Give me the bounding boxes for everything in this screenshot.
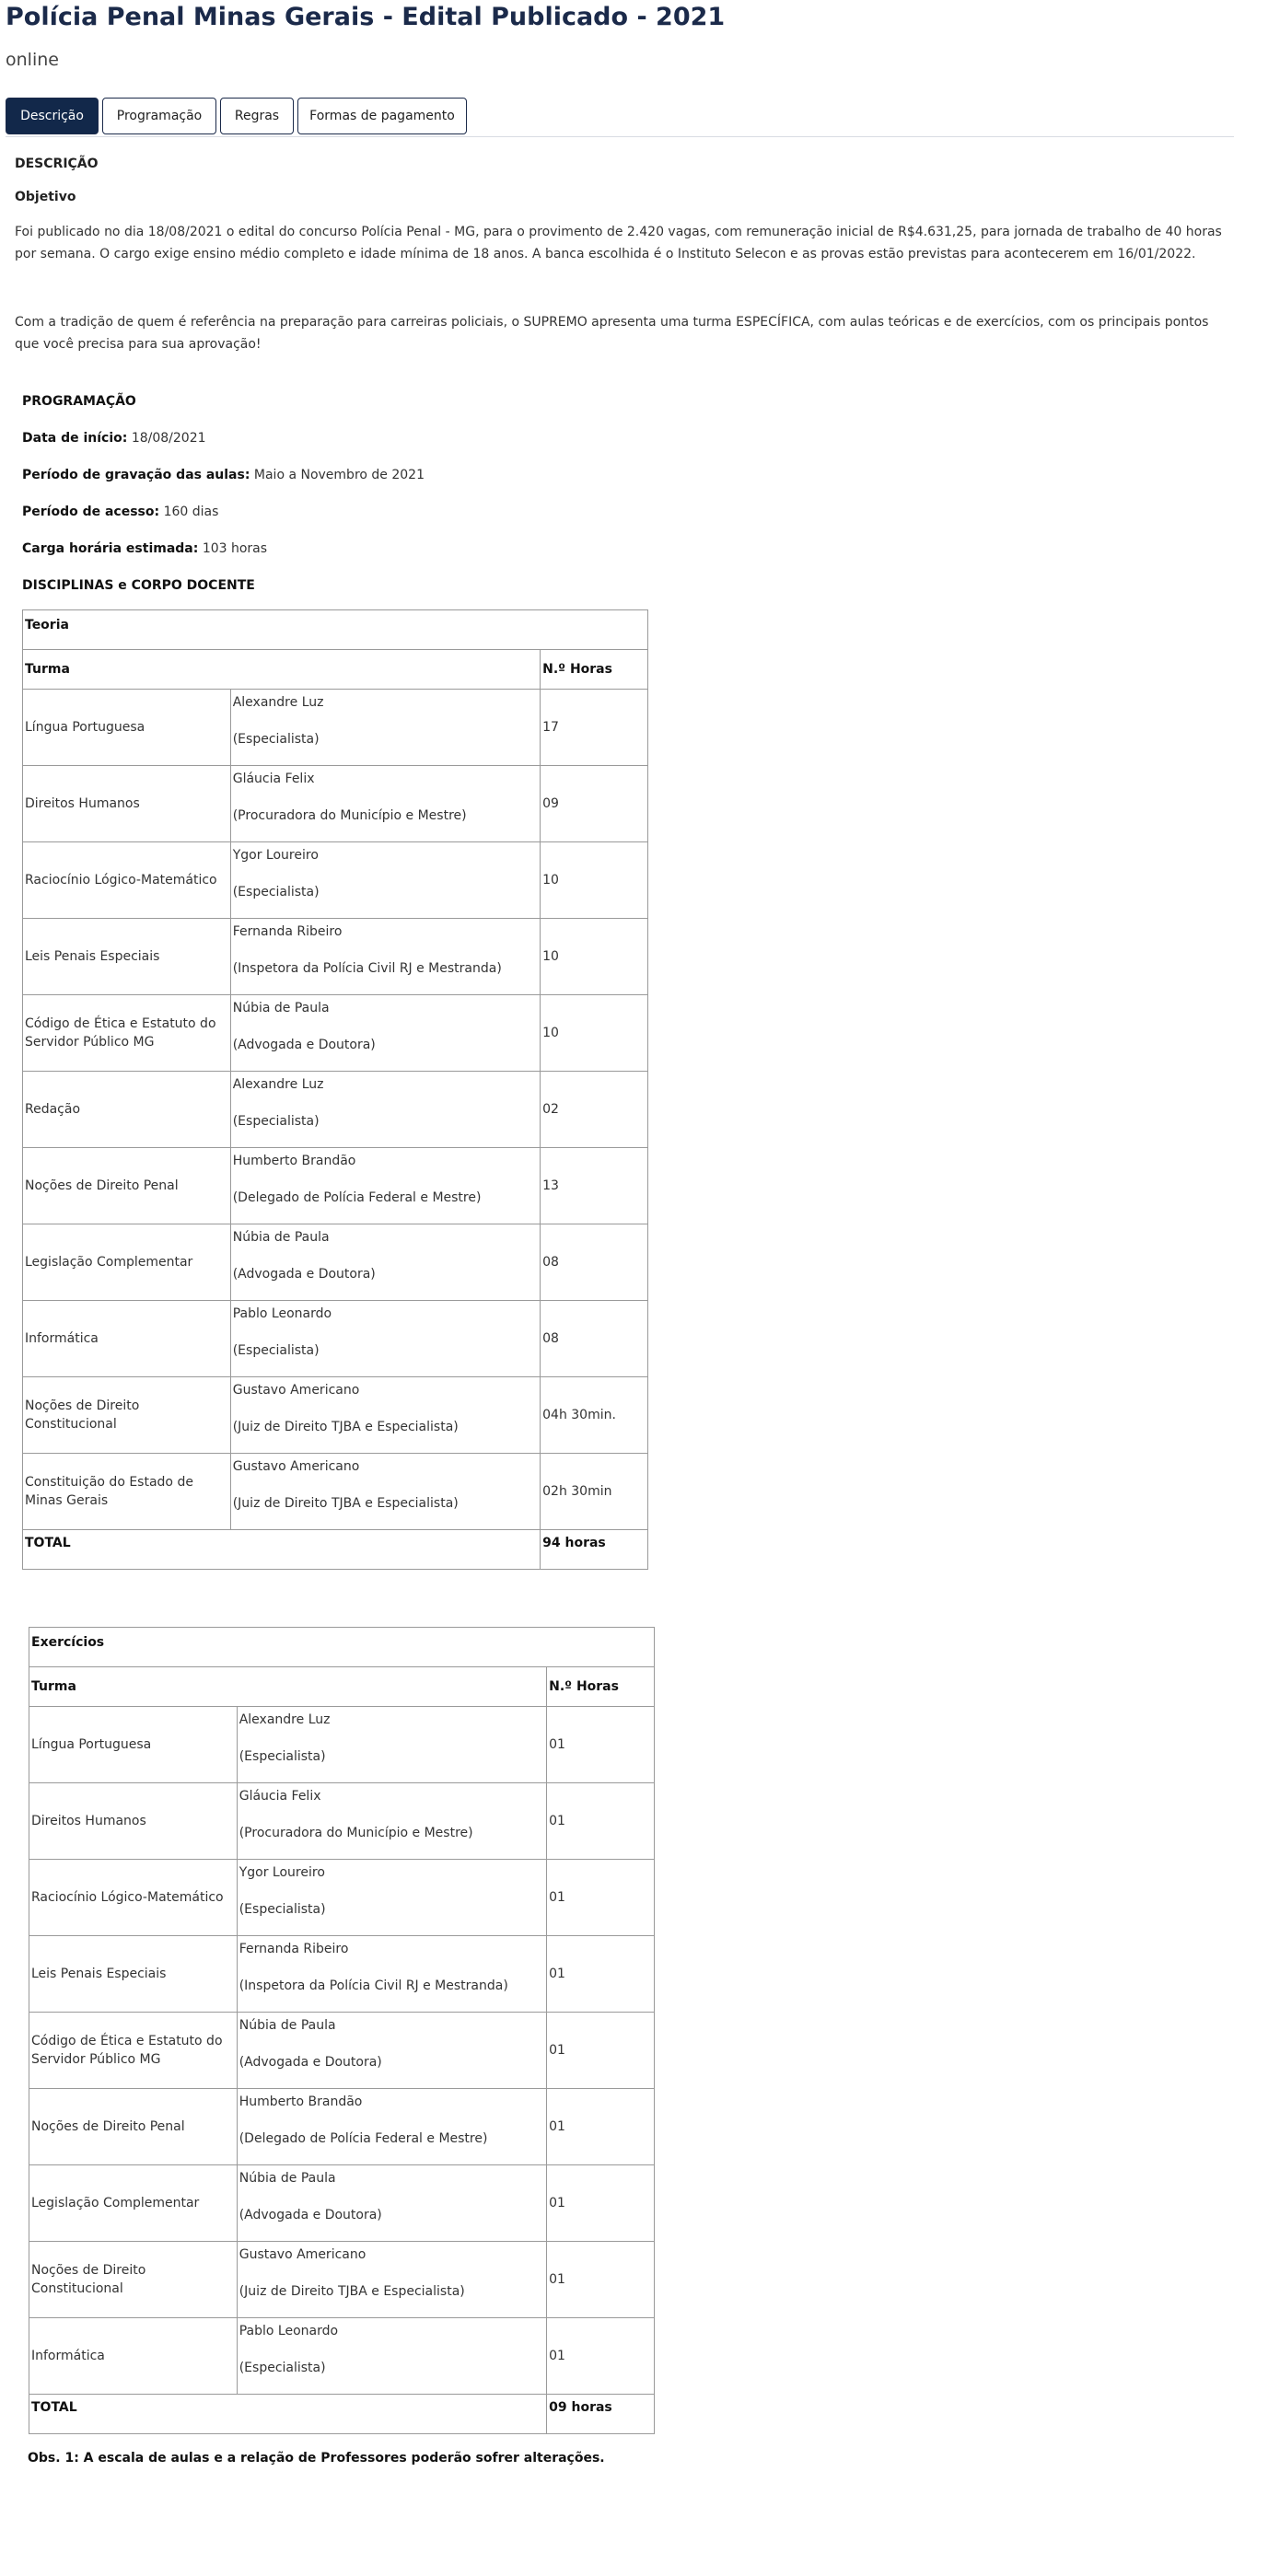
start-date-label: Data de início:	[22, 431, 128, 446]
teacher-role: (Advogada e Doutora)	[232, 1267, 376, 1282]
table-row	[29, 1860, 655, 1936]
hours-cell: 02h 30min	[541, 1454, 648, 1530]
tab-bar	[6, 98, 1234, 137]
teacher-cell	[230, 1377, 540, 1454]
hours-cell: 01	[547, 1936, 655, 2013]
subject-cell: Direitos Humanos	[23, 766, 231, 842]
table-row	[29, 2165, 655, 2242]
table-title: Exercícios	[29, 1628, 655, 1667]
teacher-role: (Procuradora do Município e Mestre)	[239, 1826, 473, 1840]
teacher-name: Núbia de Paula	[239, 2018, 336, 2033]
tab-programacao[interactable]: Programação	[102, 98, 216, 134]
hours-cell: 01	[547, 2318, 655, 2395]
column-header-turma: Turma	[23, 650, 541, 690]
subject-cell: Noções de Direito Penal	[23, 1148, 231, 1224]
teacher-role: (Juiz de Direito TJBA e Especialista)	[232, 1496, 459, 1511]
description-heading: DESCRIÇÃO	[15, 157, 99, 171]
programacao-heading: PROGRAMAÇÃO	[22, 394, 136, 409]
table-row	[23, 1454, 648, 1530]
teacher-cell	[230, 1454, 540, 1530]
table-row	[23, 919, 648, 995]
teacher-cell	[230, 1148, 540, 1224]
teacher-cell	[237, 2242, 546, 2318]
recording-period-row	[22, 464, 425, 486]
table-row	[29, 1783, 655, 1860]
teacher-name: Fernanda Ribeiro	[232, 924, 343, 939]
hours-cell: 01	[547, 1783, 655, 1860]
subject-cell: Redação	[23, 1072, 231, 1148]
start-date-row	[22, 427, 425, 449]
recording-period-label: Período de gravação das aulas:	[22, 468, 250, 482]
teacher-cell	[230, 1301, 540, 1377]
subject-cell: Constituição do Estado de Minas Gerais	[23, 1454, 231, 1530]
exercicios-table	[29, 1627, 655, 2434]
hours-cell: 10	[541, 995, 648, 1072]
hours-cell: 13	[541, 1148, 648, 1224]
hours-cell: 01	[547, 2242, 655, 2318]
teacher-name: Núbia de Paula	[239, 2171, 336, 2186]
teoria-table	[22, 609, 648, 1570]
teacher-cell	[230, 766, 540, 842]
table-title-row	[23, 610, 648, 650]
teacher-role: (Especialista)	[232, 732, 320, 747]
total-value: 94 horas	[541, 1530, 648, 1570]
teacher-role: (Especialista)	[232, 885, 320, 899]
teacher-name: Ygor Loureiro	[232, 848, 319, 863]
table-header-row	[23, 650, 648, 690]
teacher-name: Gustavo Americano	[239, 2247, 367, 2262]
teacher-role: (Especialista)	[232, 1114, 320, 1129]
table-row	[23, 1377, 648, 1454]
teacher-name: Alexandre Luz	[232, 1077, 324, 1092]
hours-cell: 04h 30min.	[541, 1377, 648, 1454]
teacher-cell	[237, 1707, 546, 1783]
table-row	[29, 2318, 655, 2395]
teacher-cell	[237, 1936, 546, 2013]
subject-cell: Língua Portuguesa	[29, 1707, 238, 1783]
access-period-value: 160 dias	[163, 505, 219, 519]
teacher-name: Núbia de Paula	[232, 1001, 330, 1015]
teacher-name: Alexandre Luz	[239, 1712, 331, 1727]
column-header-turma: Turma	[29, 1667, 547, 1707]
objective-paragraph: Foi publicado no dia 18/08/2021 o edital do concurso Polícia Penal - MG, para o provimento de 2.420 vagas, com remuneração inicial de R$4.631,25, para jornada de trabalho de 40 horas por semana. O cargo exige ensino médio completo e idade mínima de 18 anos. A banca escolhida é o Instituto Selecon e as provas estão previstas para acontecerem em 16/01/2022.	[15, 225, 1222, 261]
subject-cell: Legislação Complementar	[29, 2165, 238, 2242]
table-title: Teoria	[23, 610, 648, 650]
hours-cell: 01	[547, 2089, 655, 2165]
teacher-role: (Juiz de Direito TJBA e Especialista)	[232, 1420, 459, 1434]
programacao-section	[22, 390, 425, 611]
teacher-cell	[230, 995, 540, 1072]
teacher-cell	[237, 1860, 546, 1936]
teacher-cell	[230, 919, 540, 995]
recording-period-value: Maio a Novembro de 2021	[253, 468, 425, 482]
description-section	[15, 147, 1232, 355]
table-row	[23, 1072, 648, 1148]
tab-regras[interactable]: Regras	[220, 98, 294, 134]
access-period-row	[22, 501, 425, 523]
hours-cell: 10	[541, 919, 648, 995]
teacher-cell	[230, 690, 540, 766]
hours-cell: 02	[541, 1072, 648, 1148]
teacher-role: (Advogada e Doutora)	[239, 2208, 382, 2222]
teacher-name: Ygor Loureiro	[239, 1865, 325, 1880]
teacher-role: (Especialista)	[239, 2361, 326, 2375]
table-header-row	[29, 1667, 655, 1707]
subject-cell: Informática	[29, 2318, 238, 2395]
teacher-role: (Especialista)	[239, 1749, 326, 1764]
workload-label: Carga horária estimada:	[22, 541, 199, 556]
teacher-role: (Inspetora da Polícia Civil RJ e Mestranda)	[239, 1978, 508, 1993]
teacher-cell	[230, 1224, 540, 1301]
teacher-role: (Procuradora do Município e Mestre)	[232, 808, 467, 823]
teacher-cell	[230, 842, 540, 919]
table-row	[29, 2089, 655, 2165]
table-title-row	[29, 1628, 655, 1667]
workload-row	[22, 538, 425, 560]
teacher-cell	[237, 2089, 546, 2165]
table-row	[23, 1301, 648, 1377]
table-row	[29, 2013, 655, 2089]
teacher-name: Alexandre Luz	[232, 695, 324, 710]
subject-cell: Legislação Complementar	[23, 1224, 231, 1301]
objective-heading: Objetivo	[15, 190, 76, 204]
total-value: 09 horas	[547, 2395, 655, 2434]
table-total-row	[29, 2395, 655, 2434]
subject-cell: Leis Penais Especiais	[29, 1936, 238, 2013]
subject-cell: Língua Portuguesa	[23, 690, 231, 766]
table-row	[23, 1148, 648, 1224]
total-label: TOTAL	[23, 1530, 541, 1570]
teacher-role: (Juiz de Direito TJBA e Especialista)	[239, 2284, 465, 2299]
teacher-name: Fernanda Ribeiro	[239, 1942, 349, 1956]
hours-cell: 09	[541, 766, 648, 842]
table-row	[23, 1224, 648, 1301]
disciplines-heading: DISCIPLINAS e CORPO DOCENTE	[22, 578, 255, 593]
table-row	[29, 1936, 655, 2013]
table-row	[23, 995, 648, 1072]
teacher-name: Gustavo Americano	[232, 1383, 360, 1398]
supremo-paragraph: Com a tradição de quem é referência na preparação para carreiras policiais, o SUPREMO apresenta uma turma ESPECÍFICA, com aulas teóricas e de exercícios, com os principais pontos que você precisa para sua aprovação!	[15, 315, 1209, 352]
column-header-horas: N.º Horas	[547, 1667, 655, 1707]
teacher-name: Núbia de Paula	[232, 1230, 330, 1245]
teacher-name: Pablo Leonardo	[232, 1306, 332, 1321]
table-row	[29, 1707, 655, 1783]
teacher-role: (Delegado de Polícia Federal e Mestre)	[232, 1190, 482, 1205]
teacher-name: Gláucia Felix	[239, 1789, 321, 1804]
teacher-name: Humberto Brandão	[239, 2094, 363, 2109]
subject-cell: Noções de Direito Penal	[29, 2089, 238, 2165]
table-row	[23, 842, 648, 919]
subject-cell: Raciocínio Lógico-Matemático	[23, 842, 231, 919]
total-label: TOTAL	[29, 2395, 547, 2434]
teacher-role: (Advogada e Doutora)	[239, 2055, 382, 2070]
subject-cell: Raciocínio Lógico-Matemático	[29, 1860, 238, 1936]
course-modality: online	[6, 50, 59, 70]
tab-formas-de-pagamento[interactable]: Formas de pagamento	[297, 98, 467, 134]
subject-cell: Direitos Humanos	[29, 1783, 238, 1860]
subject-cell: Código de Ética e Estatuto do Servidor Público MG	[23, 995, 231, 1072]
table-row	[29, 2242, 655, 2318]
workload-value: 103 horas	[202, 541, 268, 556]
teacher-name: Gláucia Felix	[232, 772, 315, 786]
hours-cell: 01	[547, 2165, 655, 2242]
subject-cell: Código de Ética e Estatuto do Servidor Público MG	[29, 2013, 238, 2089]
page-title: Polícia Penal Minas Gerais - Edital Publicado - 2021	[6, 3, 726, 31]
subject-cell: Noções de Direito Constitucional	[29, 2242, 238, 2318]
teacher-role: (Inspetora da Polícia Civil RJ e Mestranda)	[232, 961, 502, 976]
subject-cell: Leis Penais Especiais	[23, 919, 231, 995]
teacher-name: Humberto Brandão	[232, 1154, 356, 1168]
hours-cell: 01	[547, 1860, 655, 1936]
teacher-cell	[237, 2013, 546, 2089]
tab-descricao[interactable]: Descrição	[6, 98, 99, 134]
teacher-name: Gustavo Americano	[232, 1459, 360, 1474]
teacher-cell	[237, 2165, 546, 2242]
teacher-cell	[230, 1072, 540, 1148]
teacher-role: (Especialista)	[232, 1343, 320, 1358]
column-header-horas: N.º Horas	[541, 650, 648, 690]
teacher-name: Pablo Leonardo	[239, 2324, 339, 2338]
teacher-cell	[237, 2318, 546, 2395]
subject-cell: Noções de Direito Constitucional	[23, 1377, 231, 1454]
table-total-row	[23, 1530, 648, 1570]
table-row	[23, 766, 648, 842]
hours-cell: 10	[541, 842, 648, 919]
start-date-value: 18/08/2021	[131, 431, 206, 446]
access-period-label: Período de acesso:	[22, 505, 160, 519]
hours-cell: 08	[541, 1301, 648, 1377]
teacher-role: (Advogada e Doutora)	[232, 1038, 376, 1052]
teacher-cell	[237, 1783, 546, 1860]
hours-cell: 01	[547, 2013, 655, 2089]
teacher-role: (Delegado de Polícia Federal e Mestre)	[239, 2131, 488, 2146]
hours-cell: 01	[547, 1707, 655, 1783]
table-row	[23, 690, 648, 766]
teacher-role: (Especialista)	[239, 1902, 326, 1917]
subject-cell: Informática	[23, 1301, 231, 1377]
footnote: Obs. 1: A escala de aulas e a relação de Professores poderão sofrer alterações.	[28, 2451, 605, 2466]
hours-cell: 17	[541, 690, 648, 766]
hours-cell: 08	[541, 1224, 648, 1301]
